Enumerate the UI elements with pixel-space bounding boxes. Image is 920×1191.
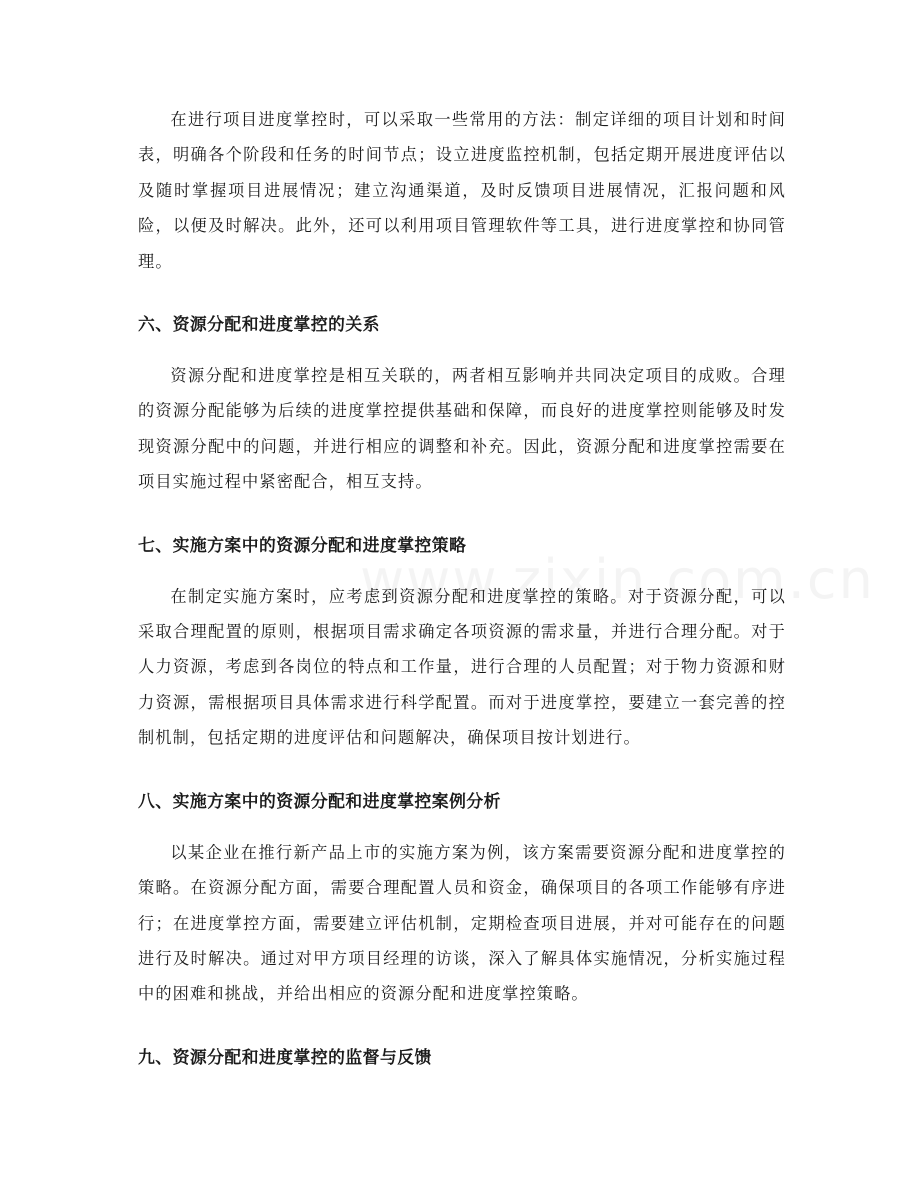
section-8-paragraph: 以某企业在推行新产品上市的实施方案为例，该方案需要资源分配和进度掌控的策略。在资源分配方面，需要合理配置人员和资金，确保项目的各项工作能够有序进行；在进度掌控方面，需要建立评估机制，定期检查项目进展，并对可能存在的问题进行及时解决。通过对甲方项目经理的访谈，深入了解具体实施情况，分析实施过程中的困难和挑战，并给出相应的资源分配和进度掌控策略。 [138, 842, 786, 1004]
section-7-heading: 七、实施方案中的资源分配和进度掌控策略 [138, 534, 467, 555]
section-9-heading: 九、资源分配和进度掌控的监督与反馈 [138, 1046, 432, 1067]
section-6-heading: 六、资源分配和进度掌控的关系 [138, 314, 380, 335]
section-8-heading: 八、实施方案中的资源分配和进度掌控案例分析 [138, 790, 501, 811]
section-7-paragraph: 在制定实施方案时，应考虑到资源分配和进度掌控的策略。对于资源分配，可以采取合理配置的原则，根据项目需求确定各项资源的需求量，并进行合理分配。对于人力资源，考虑到各岗位的特点和工作量，进行合理的人员配置；对于物力资源和财力资源，需根据项目具体需求进行科学配置。而对于进度掌控，要建立一套完善的控制机制，包括定期的进度评估和问题解决，确保项目按计划进行。 [138, 586, 786, 748]
intro-paragraph: 在进行项目进度掌控时，可以采取一些常用的方法：制定详细的项目计划和时间表，明确各个阶段和任务的时间节点；设立进度监控机制，包括定期开展进度评估以及随时掌握项目进展情况；建立沟通渠道，及时反馈项目进展情况，汇报问题和风险，以便及时解决。此外，还可以利用项目管理软件等工具，进行进度掌控和协同管理。 [138, 110, 786, 271]
section-6-paragraph: 资源分配和进度掌控是相互关联的，两者相互影响并共同决定项目的成败。合理的资源分配能够为后续的进度掌控提供基础和保障，而良好的进度掌控则能够及时发现资源分配中的问题，并进行相应的调整和补充。因此，资源分配和进度掌控需要在项目实施过程中紧密配合，相互支持。 [138, 366, 786, 492]
document-body [138, 102, 786, 1072]
